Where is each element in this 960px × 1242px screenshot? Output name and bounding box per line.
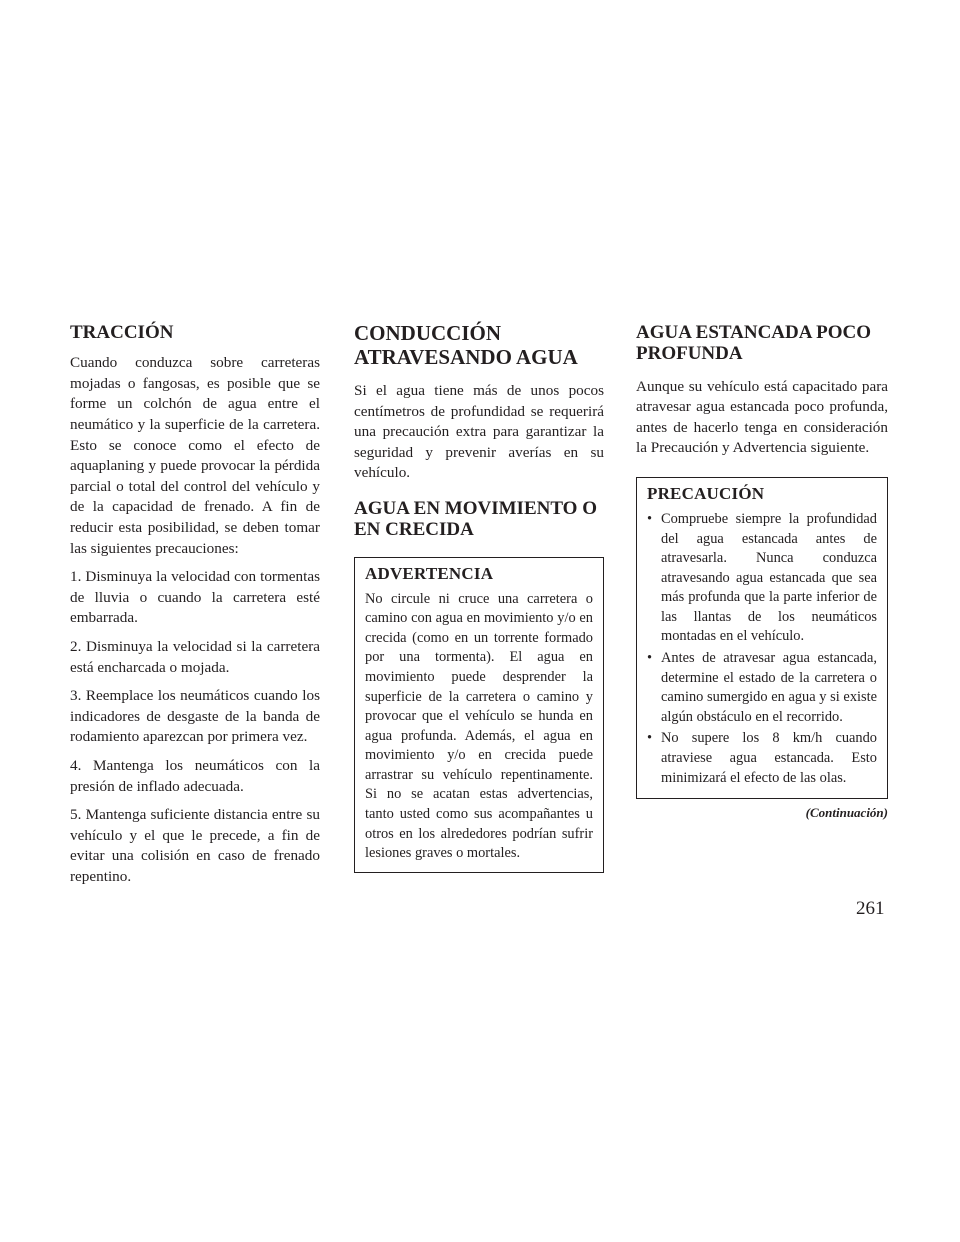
caution-list [647,510,877,788]
caution-item-2: • Antes de atravesar agua estancada, determine el estado de la carretera o camino sumergido en agua y si existe algún obstáculo en el recorrido. [647,650,877,725]
traction-item-1: 1. Disminuya la velocidad con tormentas de lluvia o cuando la carretera esté embarrada. [70,568,320,627]
caution-title: PRECAUCIÓN [647,483,765,503]
bullet-icon: • [647,650,653,667]
column-standing-water [636,322,888,821]
subsection-title-flowing-water: AGUA EN MOVIMIENTO O EN CRECIDA [354,498,597,541]
water-driving-intro: Si el agua tiene más de unos pocos centímetros de profundidad se requerirá una precaución extra para garantizar la seguridad y prevenir averías en su vehículo. [354,382,604,482]
traction-item-3: 3. Reemplace los neumáticos cuando los indicadores de desgaste de la banda de rodamiento aparezcan por primera vez. [70,687,320,746]
warning-text: No circule ni cruce una carretera o camino con agua en movimiento y/o en crecida (como en un torrente formado por una tormenta). El agua en movimiento puede desprender la superficie de la carretera o camino y provocar que el vehículo se hunda en agua profunda. Además, el agua en movimiento y/o en crecida puede arrastrar su vehículo repentinamente. Si no se acatan estas advertencias, tanto usted como sus acompañantes u otros en los alrededores podrían sufrir lesiones graves o mortales. [365,590,593,862]
caution-item-3: • No supere los 8 km/h cuando atraviese agua estancada. Esto minimizará el efecto de las olas. [647,730,877,786]
page-number: 261 [856,898,885,919]
column-traction [70,322,320,888]
traction-intro: Cuando conduzca sobre carreteras mojadas o fangosas, es posible que se forme un colchón de agua entre el neumático y la superficie de la carretera. Esto se conoce como el efecto de aquaplaning y puede provocar la pérdida parcial o total del control del vehículo y de la capacidad de frenado. A fin de reducir esta posibilidad, se deben tomar las siguientes precauciones: [70,354,320,557]
section-title-traction: TRACCIÓN [70,322,174,343]
section-title-water-driving: CONDUCCIÓN ATRAVESANDO AGUA [354,321,578,369]
section-title-standing-water: AGUA ESTANCADA POCO PROFUNDA [636,322,872,365]
bullet-icon: • [647,730,653,747]
column-water-driving [354,322,604,873]
traction-item-4: 4. Mantenga los neumáticos con la presión de inflado adecuada. [70,756,320,795]
traction-item-5: 5. Mantenga suficiente distancia entre su vehículo y el que le precede, a fin de evitar una colisión en caso de frenado repentino. [70,806,320,885]
bullet-icon: • [647,510,653,527]
continued-note: (Continuación) [805,805,888,821]
caution-item-1: • Compruebe siempre la profundidad del agua estancada antes de atravesarla. Nunca conduzca atravesando agua estancada que sea más profunda que la parte inferior de las llantas de los neumáticos montadas en el vehículo. [647,510,877,645]
caution-box [636,477,888,799]
standing-water-intro: Aunque su vehículo está capacitado para atravesar agua estancada poco profunda, antes de hacerlo tenga en consideración la Precaución y Advertencia siguiente. [636,377,888,457]
traction-item-2: 2. Disminuya la velocidad si la carretera está encharcada o mojada. [70,637,320,676]
warning-title: ADVERTENCIA [365,563,494,583]
warning-box [354,557,604,873]
